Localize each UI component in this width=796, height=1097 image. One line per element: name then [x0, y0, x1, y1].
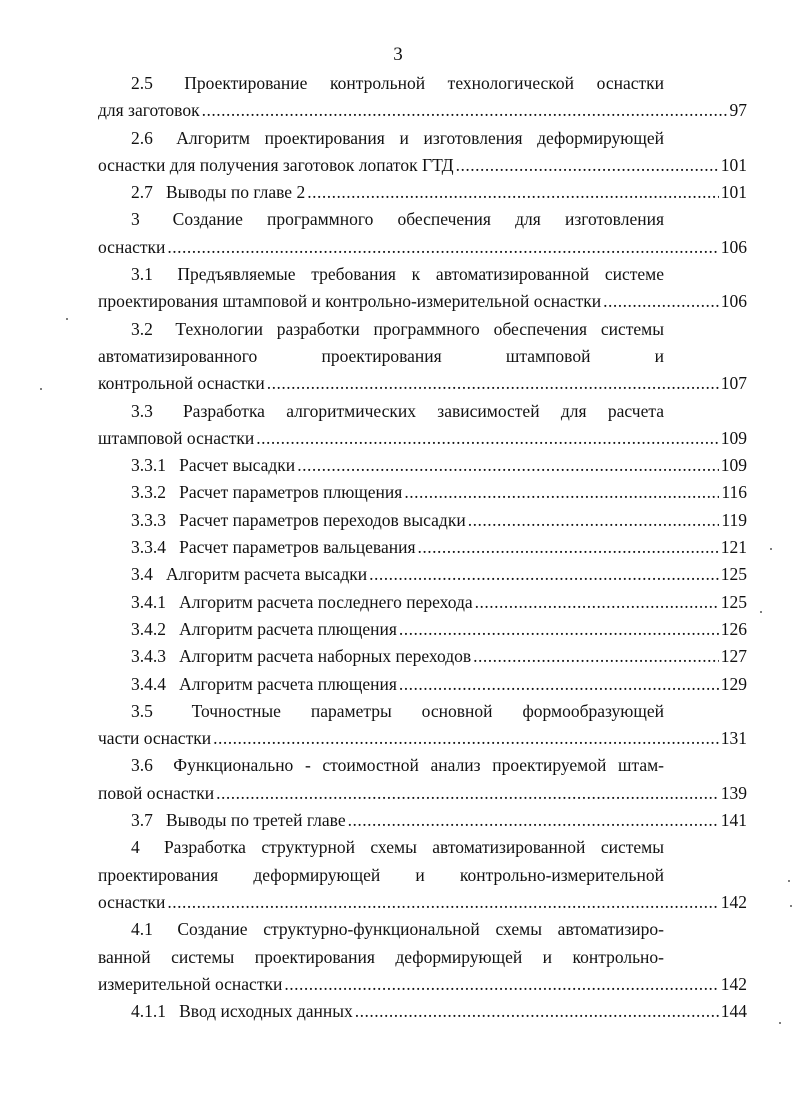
- toc-entry[interactable]: [98, 125, 747, 180]
- toc-page-number: 119: [721, 509, 747, 530]
- toc-entry-title-line: 3.1 Предъявляемые требования к автоматизированной системе: [131, 264, 664, 285]
- toc-page-number: 125: [720, 564, 747, 585]
- toc-entry-last-line: [98, 425, 747, 452]
- toc-entry-last-line: [98, 370, 747, 397]
- toc-entry-line: [98, 534, 747, 561]
- toc-page-number: 141: [720, 810, 747, 831]
- toc-entry-last-line: [98, 725, 747, 752]
- dot-leader: [167, 234, 718, 261]
- dot-leader: [475, 589, 719, 616]
- toc-entry-title: 3.3.4 Расчет параметров вальцевания: [131, 537, 416, 558]
- table-of-contents: [98, 70, 747, 1025]
- dot-leader: [284, 971, 718, 998]
- dot-leader: [202, 97, 728, 124]
- dot-leader: [603, 288, 719, 315]
- toc-entry[interactable]: [98, 70, 747, 125]
- toc-entry-title: 3.7 Выводы по третей главе: [131, 810, 346, 831]
- toc-entry-title: 3.4.4 Алгоритм расчета плющения: [131, 673, 397, 694]
- toc-entry[interactable]: [98, 834, 747, 916]
- dot-leader: [404, 479, 719, 506]
- toc-entry[interactable]: [98, 561, 747, 588]
- toc-entry[interactable]: [98, 398, 747, 453]
- toc-entry[interactable]: [98, 998, 747, 1025]
- toc-page-number: 131: [720, 728, 747, 749]
- toc-page-number: 116: [721, 482, 747, 503]
- dot-leader: [213, 725, 719, 752]
- toc-entry-line: [98, 616, 747, 643]
- toc-page-number: 125: [720, 591, 747, 612]
- toc-page-number: 129: [720, 673, 747, 694]
- toc-entry-last-line: [98, 152, 747, 179]
- toc-entry-last-line: [98, 971, 747, 998]
- dot-leader: [473, 643, 719, 670]
- toc-entry-title: оснастки: [98, 236, 166, 257]
- toc-entry-title-line: проектирования деформирующей и контрольно-измерительной: [98, 864, 664, 885]
- dot-leader: [468, 507, 720, 534]
- toc-entry-title: 2.7 Выводы по главе 2: [131, 182, 306, 203]
- dot-leader: [267, 370, 719, 397]
- toc-entry[interactable]: [98, 616, 747, 643]
- toc-page-number: 127: [720, 646, 747, 667]
- toc-page-number: 142: [720, 973, 747, 994]
- toc-entry-title: оснастки: [98, 891, 166, 912]
- toc-entry[interactable]: [98, 698, 747, 753]
- toc-entry[interactable]: [98, 179, 747, 206]
- toc-page-number: 101: [720, 154, 747, 175]
- dot-leader: [256, 425, 718, 452]
- toc-page-number: 144: [720, 1001, 747, 1022]
- toc-entry-title: штамповой оснастки: [98, 427, 255, 448]
- toc-entry[interactable]: [98, 643, 747, 670]
- toc-entry-last-line: [98, 288, 747, 315]
- toc-entry[interactable]: [98, 206, 747, 261]
- dot-leader: [355, 998, 719, 1025]
- toc-entry-last-line: [98, 97, 747, 124]
- page-number: 3: [393, 44, 403, 65]
- toc-entry-title: 3.3.3 Расчет параметров переходов высадки: [131, 509, 466, 530]
- toc-entry-title-line: ванной системы проектирования деформирующей и контрольно-: [98, 946, 664, 967]
- toc-entry-title: 3.3.1 Расчет высадки: [131, 455, 296, 476]
- toc-entry-title-line: 3 Создание программного обеспечения для изготовления: [131, 209, 664, 230]
- toc-page-number: 109: [720, 455, 747, 476]
- dot-leader: [297, 452, 719, 479]
- toc-page-number: 109: [720, 427, 747, 448]
- dot-leader: [167, 889, 718, 916]
- toc-entry-last-line: [98, 234, 747, 261]
- toc-entry-last-line: [98, 889, 747, 916]
- dot-leader: [369, 561, 719, 588]
- toc-entry-title: измерительной оснастки: [98, 973, 283, 994]
- toc-entry-title: контрольной оснастки: [98, 373, 265, 394]
- toc-entry-title-line: 3.3 Разработка алгоритмических зависимостей для расчета: [131, 400, 664, 421]
- toc-entry-title: повой оснастки: [98, 782, 215, 803]
- toc-entry-line: [98, 179, 747, 206]
- toc-page-number: 97: [729, 100, 747, 121]
- toc-page-number: 106: [720, 236, 747, 257]
- dot-leader: [216, 780, 719, 807]
- toc-entry[interactable]: [98, 261, 747, 316]
- toc-entry-title: 3.4.2 Алгоритм расчета плющения: [131, 618, 397, 639]
- toc-entry-line: [98, 561, 747, 588]
- toc-entry-line: [98, 807, 747, 834]
- toc-page-number: 139: [720, 782, 747, 803]
- toc-entry[interactable]: [98, 534, 747, 561]
- toc-entry-title: 3.4 Алгоритм расчета высадки: [131, 564, 368, 585]
- toc-entry-title: 4.1.1 Ввод исходных данных: [131, 1001, 353, 1022]
- toc-entry[interactable]: [98, 589, 747, 616]
- toc-page-number: 126: [720, 618, 747, 639]
- dot-leader: [348, 807, 719, 834]
- toc-entry-title: 3.3.2 Расчет параметров плющения: [131, 482, 403, 503]
- toc-page-number: 107: [720, 373, 747, 394]
- toc-entry-title: 3.4.1 Алгоритм расчета последнего перехода: [131, 591, 473, 612]
- toc-entry[interactable]: [98, 316, 747, 398]
- toc-page-number: 101: [720, 182, 747, 203]
- toc-entry-title-line: 3.6 Функционально - стоимостной анализ проектируемой штам-: [131, 755, 664, 776]
- toc-entry-title-line: 2.5 Проектирование контрольной технологической оснастки: [131, 73, 664, 93]
- toc-entry-title: проектирования штамповой и контрольно-измерительной оснастки: [98, 291, 602, 312]
- toc-entry-line: [98, 507, 747, 534]
- toc-entry-title-line: автоматизированного проектирования штамповой и: [98, 345, 664, 366]
- toc-page-number: 121: [720, 537, 747, 558]
- toc-entry-title-line: 3.5 Точностные параметры основной формообразующей: [131, 700, 664, 721]
- dot-leader: [399, 616, 719, 643]
- toc-entry-title: оснастки для получения заготовок лопаток ГТД: [98, 154, 454, 175]
- toc-entry[interactable]: [98, 479, 747, 506]
- toc-entry[interactable]: [98, 507, 747, 534]
- toc-entry-line: [98, 589, 747, 616]
- toc-entry[interactable]: [98, 452, 747, 479]
- toc-page-number: 142: [720, 891, 747, 912]
- toc-entry-line: [98, 671, 747, 698]
- toc-entry[interactable]: [98, 807, 747, 834]
- dot-leader: [307, 179, 719, 206]
- toc-entry[interactable]: [98, 671, 747, 698]
- toc-entry[interactable]: [98, 752, 747, 807]
- dot-leader: [418, 534, 719, 561]
- toc-entry-line: [98, 479, 747, 506]
- toc-entry-line: [98, 998, 747, 1025]
- toc-entry-title: части оснастки: [98, 728, 212, 749]
- dot-leader: [399, 671, 719, 698]
- dot-leader: [456, 152, 719, 179]
- toc-entry-line: [98, 643, 747, 670]
- toc-page-number: 106: [720, 291, 747, 312]
- toc-entry[interactable]: [98, 916, 747, 998]
- toc-entry-last-line: [98, 780, 747, 807]
- toc-entry-title: для заготовок: [98, 100, 200, 121]
- toc-entry-title: 3.4.3 Алгоритм расчета наборных переходов: [131, 646, 472, 667]
- toc-entry-line: [98, 452, 747, 479]
- toc-entry-title-line: 4.1 Создание структурно-функциональной схемы автоматизиро-: [131, 919, 664, 940]
- toc-entry-title-line: 3.2 Технологии разработки программного обеспечения системы: [131, 318, 664, 339]
- toc-entry-title-line: 2.6 Алгоритм проектирования и изготовления деформирующей: [131, 127, 664, 148]
- toc-entry-title-line: 4 Разработка структурной схемы автоматизированной системы: [131, 837, 664, 858]
